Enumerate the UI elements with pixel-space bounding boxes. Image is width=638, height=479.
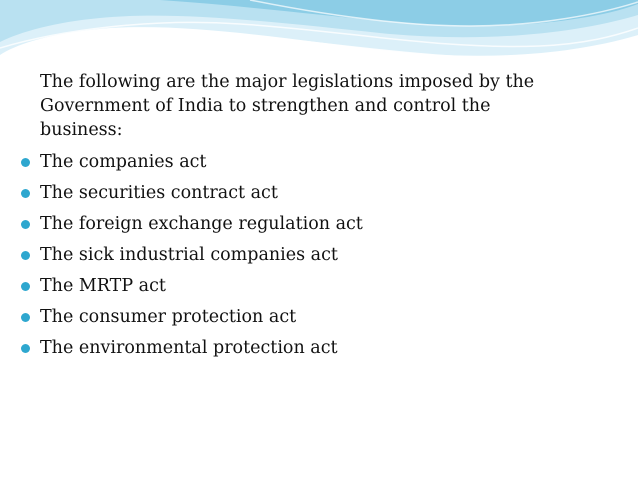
slide-content xyxy=(20,70,600,364)
bullet-text: The foreign exchange regulation act xyxy=(40,214,363,234)
header-wave-decoration xyxy=(0,0,638,70)
bullet-text: The companies act xyxy=(40,152,207,172)
bullet-dot-icon xyxy=(21,344,30,353)
bullet-item xyxy=(20,240,600,271)
bullet-text: The environmental protection act xyxy=(40,338,338,358)
bullet-item xyxy=(20,302,600,333)
intro-text: The following are the major legislations imposed by the Government of India to strengthen and control the business: xyxy=(40,72,535,140)
bullet-item xyxy=(20,178,600,209)
bullet-dot-icon xyxy=(21,158,30,167)
bullet-text: The securities contract act xyxy=(40,183,278,203)
bullet-item xyxy=(20,147,600,178)
bullet-item xyxy=(20,333,600,364)
bullet-text: The consumer protection act xyxy=(40,307,297,327)
bullet-list xyxy=(20,147,600,364)
bullet-item xyxy=(20,209,600,240)
bullet-dot-icon xyxy=(21,313,30,322)
bullet-dot-icon xyxy=(21,251,30,260)
bullet-dot-icon xyxy=(21,189,30,198)
bullet-dot-icon xyxy=(21,220,30,229)
bullet-text: The MRTP act xyxy=(40,276,166,296)
bullet-dot-icon xyxy=(21,282,30,291)
bullet-item xyxy=(20,271,600,302)
bullet-text: The sick industrial companies act xyxy=(40,245,338,265)
